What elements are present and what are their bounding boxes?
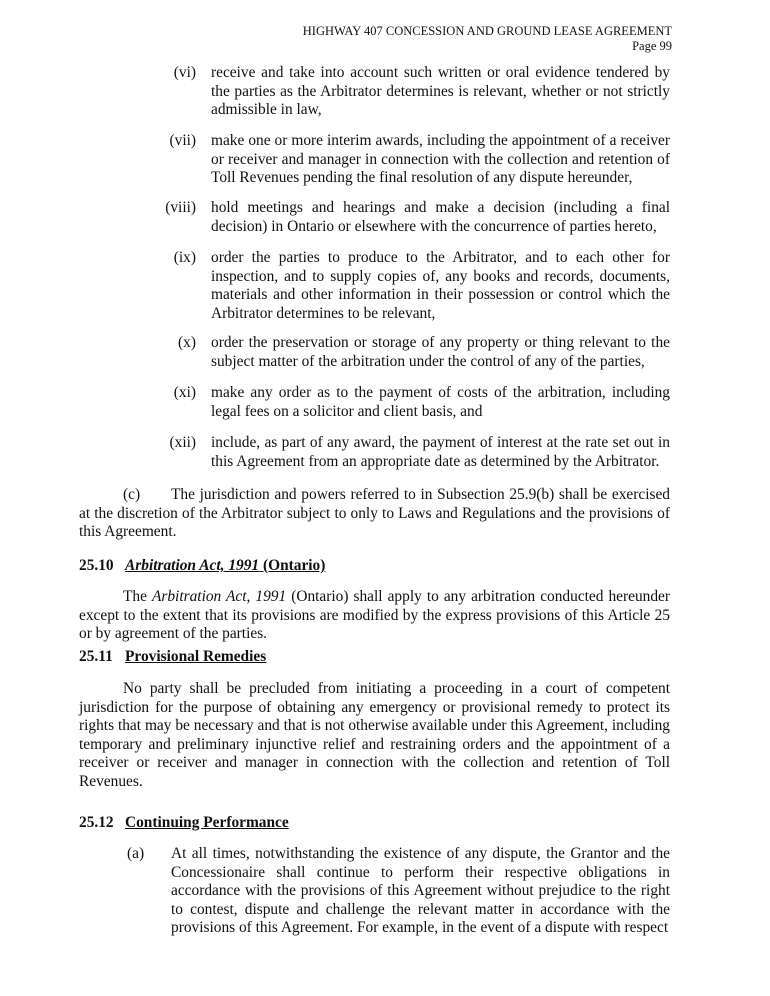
item-number: (ix) (173, 249, 196, 266)
act-name: Arbitration Act (151, 588, 247, 605)
item-text: order the parties to produce to the Arbitrator, and to each other for inspection, and to supply copies of, any books and records, documents, materials and other information in their possession or control which the Arbitrator determines to be relevant, (211, 249, 670, 322)
item-number: (vii) (169, 132, 196, 149)
item-number: (xii) (169, 434, 196, 451)
section-heading-25-10 (79, 557, 325, 576)
act-year: 1991 (255, 588, 287, 605)
item-text: make one or more interim awards, including the appointment of a receiver or receiver and manager in connection with the collection and retention of Toll Revenues pending the final resolution of any dispute hereunder, (211, 132, 670, 187)
page-number: Page 99 (632, 39, 672, 53)
page-header (303, 24, 672, 54)
subsection-text: At all times, notwithstanding the existence of any dispute, the Grantor and the Concessionaire shall continue to perform their respective obligations in accordance with the provisions of this Agreement without prejudice to the right to contest, dispute and challenge the relevant matter in accordance with the provisions of this Agreement. For example, in the event of a dispute with respect (171, 845, 670, 937)
item-number: (viii) (165, 199, 196, 216)
section-title-italic: Arbitration Act, 1991 (125, 557, 260, 574)
item-number: (vi) (173, 64, 196, 81)
document-title: HIGHWAY 407 CONCESSION AND GROUND LEASE AGREEMENT (302, 24, 672, 38)
item-text: order the preservation or storage of any property or thing relevant to the subject matter of the arbitration under the control of any of the parties, (211, 334, 670, 370)
section-25-11-paragraph: No party shall be precluded from initiating a proceeding in a court of competent jurisdiction for the purpose of obtaining any emergency or provisional remedy to protect its rights that may be necessary and that is not otherwise available under this Agreement, including temporary and preliminary injunctive relief and restraining orders and the appointment of a receiver or receiver and manager in connection with the collection and retention of Toll Revenues. (79, 680, 670, 790)
section-25-10-paragraph (79, 588, 670, 644)
paragraph-c (79, 486, 670, 542)
section-number: 25.12 (79, 814, 114, 831)
section-number: 25.11 (79, 648, 113, 665)
item-text: include, as part of any award, the payment of interest at the rate set out in this Agreement from an appropriate date as determined by the Arbitrator. (211, 434, 670, 470)
paragraph-text: (Ontario) shall apply to any arbitration conducted hereunder except to the extent that its provisions are modified by the express provisions of this Article 25 or by agreement of the parties. (79, 588, 671, 643)
section-number: 25.10 (79, 557, 114, 574)
item-number: (x) (178, 334, 196, 351)
paragraph-c-text: The jurisdiction and powers referred to in Subsection 25.9(b) shall be exercised at the discretion of the Arbitrator subject to only to Laws and Regulations and the provisions of this Agreement. (79, 486, 670, 541)
item-text: make any order as to the payment of costs of the arbitration, including legal fees on a solicitor and client basis, and (211, 384, 670, 420)
text-lead: The (123, 588, 152, 605)
item-text: hold meetings and hearings and make a decision (including a final decision) in Ontario or elsewhere with the concurrence of parties hereto, (211, 199, 670, 235)
subsection-label: (a) (127, 845, 145, 862)
item-number: (xi) (173, 384, 196, 401)
item-text: receive and take into account such written or oral evidence tendered by the parties as the Arbitrator determines is relevant, whether or not strictly admissible in law, (211, 64, 670, 119)
section-heading-25-12 (79, 814, 289, 833)
section-heading-25-11 (79, 648, 266, 667)
section-title-rest: (Ontario) (259, 557, 326, 574)
section-title: Provisional Remedies (125, 648, 267, 665)
paragraph-c-label: (c) (123, 486, 141, 503)
text-sep: , (246, 588, 256, 605)
section-title: Continuing Performance (125, 814, 289, 831)
